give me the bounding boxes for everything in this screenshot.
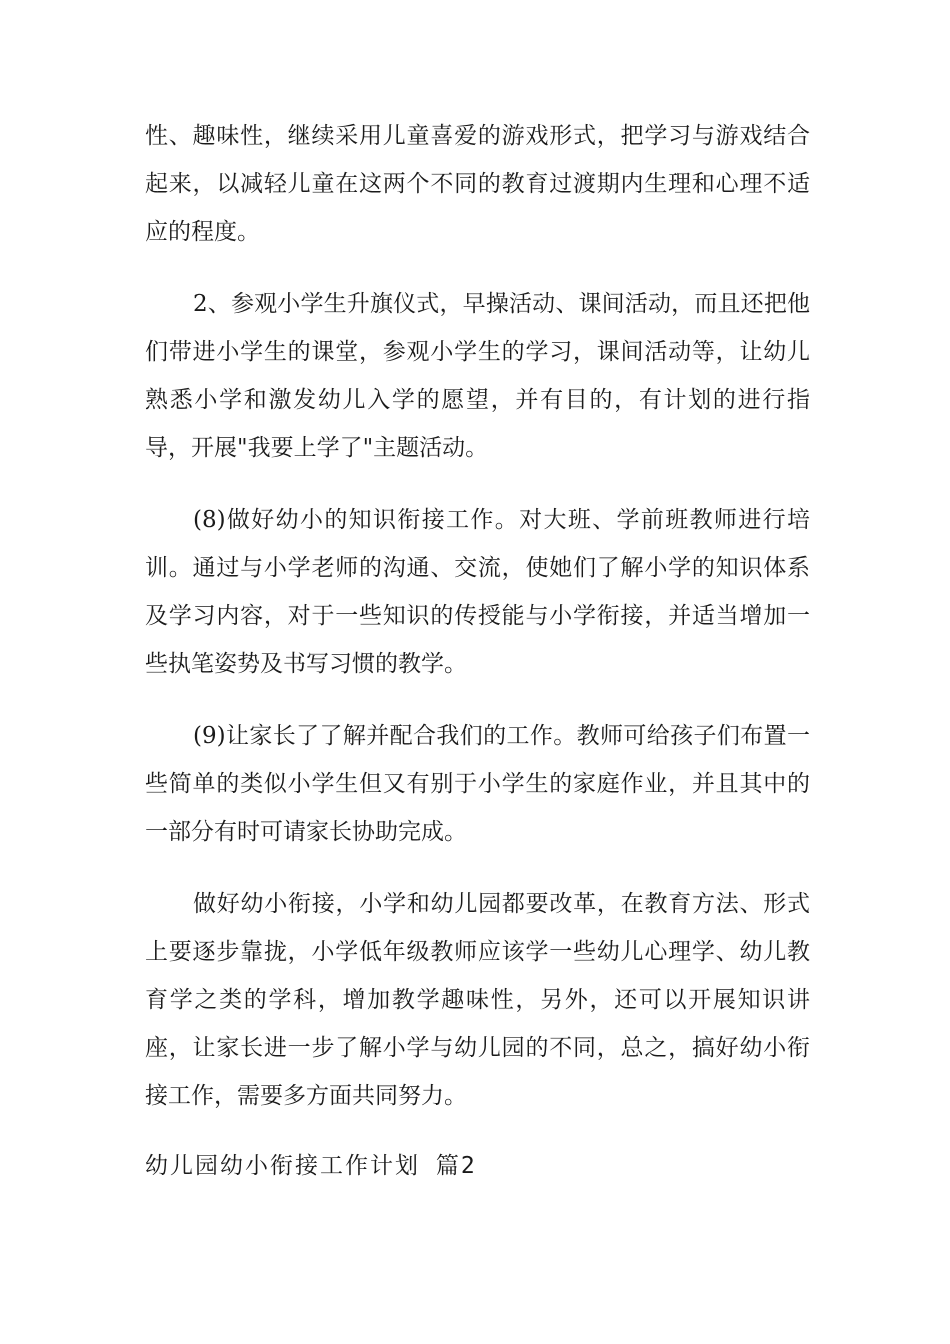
paragraph-conclusion: 做好幼小衔接，小学和幼儿园都要改革，在教育方法、形式上要逐步靠拢，小学低年级教师应该学一些幼儿心理学、幼儿教育学之类的学科，增加教学趣味性，另外，还可以开展知识讲座，让家长进一步了解小学与幼儿园的不同，总之，搞好幼小衔接工作，需要多方面共同努力。 [145,891,810,1109]
section-heading: 幼儿园幼小衔接工作计划 篇2 [145,1153,477,1179]
paragraph-continuation: 性、趣味性，继续采用儿童喜爱的游戏形式，把学习与游戏结合起来，以减轻儿童在这两个不同的教育过渡期内生理和心理不适应的程度。 [145,123,810,245]
paragraph-parent-cooperation: (9)让家长了了解并配合我们的工作。教师可给孩子们布置一些简单的类似小学生但又有别于小学生的家庭作业，并且其中的一部分有时可请家长协助完成。 [145,723,810,845]
paragraph-knowledge-transition: (8)做好幼小的知识衔接工作。对大班、学前班教师进行培训。通过与小学老师的沟通、交流，使她们了解小学的知识体系及学习内容，对于一些知识的传授能与小学衔接，并适当增加一些执笔姿势及书写习惯的教学。 [145,507,810,677]
paragraph-visit-primary-school: 2、参观小学生升旗仪式，早操活动、课间活动，而且还把他们带进小学生的课堂，参观小学生的学习，课间活动等，让幼儿熟悉小学和激发幼儿入学的愿望，并有目的，有计划的进行指导，开展"我要上学了"主题活动。 [145,291,810,461]
document-body [145,112,810,1190]
